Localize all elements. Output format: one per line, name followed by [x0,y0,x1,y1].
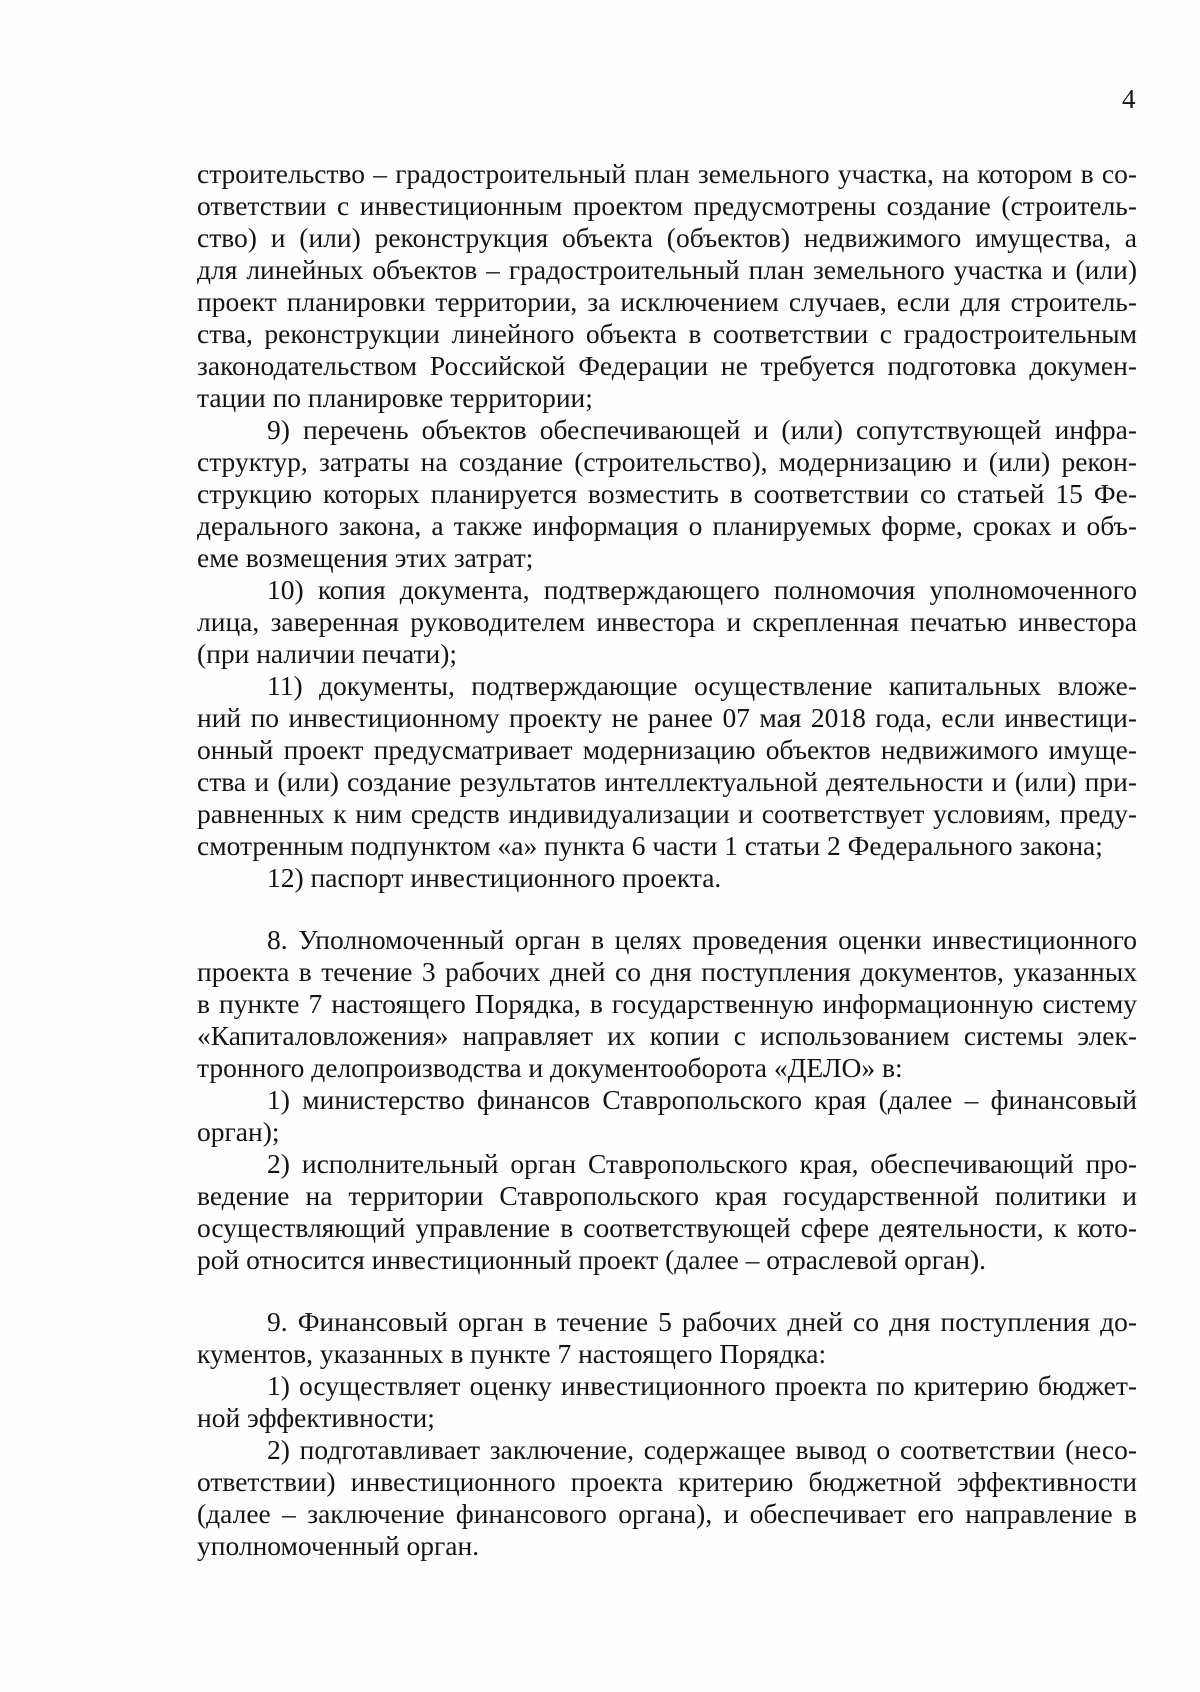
text-line: дерального закона, а также информация о планируемых форме, сроках и объ- [197,510,1137,541]
text-line: 8. Уполномоченный орган в целях проведения оценки инвестиционного [267,924,1137,955]
text-line: онный проект предусматривает модернизацию объектов недвижимого имуще- [197,734,1137,765]
text-line: струкцию которых планируется возместить в соответствии со статьей 15 Фе- [197,478,1137,509]
text-line: кументов, указанных в пункте 7 настоящего Порядка: [197,1338,827,1369]
text-line: ответствии) инвестиционного проекта критерию бюджетной эффективности [197,1466,1137,1497]
paragraph [197,1306,1137,1370]
text-line: ства, реконструкции линейного объекта в соответствии с градостроительным [197,318,1137,349]
paragraph [197,1434,1137,1562]
paragraph [197,158,1137,414]
text-line: 9. Финансовый орган в течение 5 рабочих дней со дня поступления до- [267,1306,1137,1337]
text-line: осуществляющий управление в соответствующей сфере деятельности, к кото- [197,1212,1137,1243]
text-line: для линейных объектов – градостроительный план земельного участка и (или) [197,254,1137,285]
text-line: ний по инвестиционному проекту не ранее 07 мая 2018 года, если инвестици- [197,702,1137,733]
text-line: строительство – градостроительный план земельного участка, на котором в со- [197,158,1137,189]
text-line: 10) копия документа, подтверждающего полномочия уполномоченного [267,574,1137,605]
text-line: орган); [197,1116,280,1147]
text-line: тронного делопроизводства и документооборота «ДЕЛО» в: [197,1052,903,1083]
text-line: ной эффективности; [197,1402,435,1433]
paragraph [197,924,1137,1084]
text-line: лица, заверенная руководителем инвестора и скрепленная печатью инвестора [197,606,1137,637]
text-line: 2) подготавливает заключение, содержащее вывод о соответствии (несо- [267,1434,1137,1465]
paragraph [197,862,1137,894]
text-line: законодательством Российской Федерации не требуется подготовка докумен- [197,350,1137,381]
paragraph [197,1084,1137,1148]
text-line: проекта в течение 3 рабочих дней со дня поступления документов, указанных [197,956,1137,987]
paragraph-spacer [197,1276,1137,1306]
text-line: ответствии с инвестиционным проектом предусмотрены создание (строитель- [197,190,1137,221]
text-line: проект планировки территории, за исключением случаев, если для строитель- [197,286,1137,317]
text-line: уполномоченный орган. [197,1530,480,1561]
text-line: 11) документы, подтверждающие осуществление капитальных вложе- [267,670,1137,701]
paragraph [197,670,1137,862]
text-line: в пункте 7 настоящего Порядка, в государственную информационную систему [197,988,1137,1019]
document-body [197,158,1137,1562]
text-line: (далее – заключение финансового органа), и обеспечивает его направление в [197,1498,1137,1529]
text-line: еме возмещения этих затрат; [197,542,534,573]
paragraph-spacer [197,894,1137,924]
text-line: тации по планировке территории; [197,382,593,413]
paragraph [197,414,1137,574]
text-line: рой относится инвестиционный проект (далее – отраслевой орган). [197,1244,987,1275]
text-line: (при наличии печати); [197,638,458,669]
text-line: 9) перечень объектов обеспечивающей и (или) сопутствующей инфра- [267,414,1137,445]
text-line: 12) паспорт инвестиционного проекта. [267,862,722,893]
text-line: равненных к ним средств индивидуализации и соответствует условиям, преду- [197,798,1137,829]
text-line: ведение на территории Ставропольского края государственной политики и [197,1180,1137,1211]
text-line: ства и (или) создание результатов интеллектуальной деятельности и (или) при- [197,766,1137,797]
text-line: 1) министерство финансов Ставропольского края (далее – финансовый [267,1084,1137,1115]
page-number: 4 [1122,84,1136,114]
text-line: смотренным подпунктом «а» пункта 6 части 1 статьи 2 Федерального закона; [197,830,1103,861]
text-line: 2) исполнительный орган Ставропольского края, обеспечивающий про- [267,1148,1137,1179]
paragraph [197,1370,1137,1434]
text-line: «Капиталовложения» направляет их копии с использованием системы элек- [197,1020,1137,1051]
text-line: 1) осуществляет оценку инвестиционного проекта по критерию бюджет- [267,1370,1137,1401]
text-line: структур, затраты на создание (строительство), модернизацию и (или) рекон- [197,446,1137,477]
paragraph [197,574,1137,670]
text-line: ство) и (или) реконструкция объекта (объектов) недвижимого имущества, а [197,222,1137,253]
paragraph [197,1148,1137,1276]
